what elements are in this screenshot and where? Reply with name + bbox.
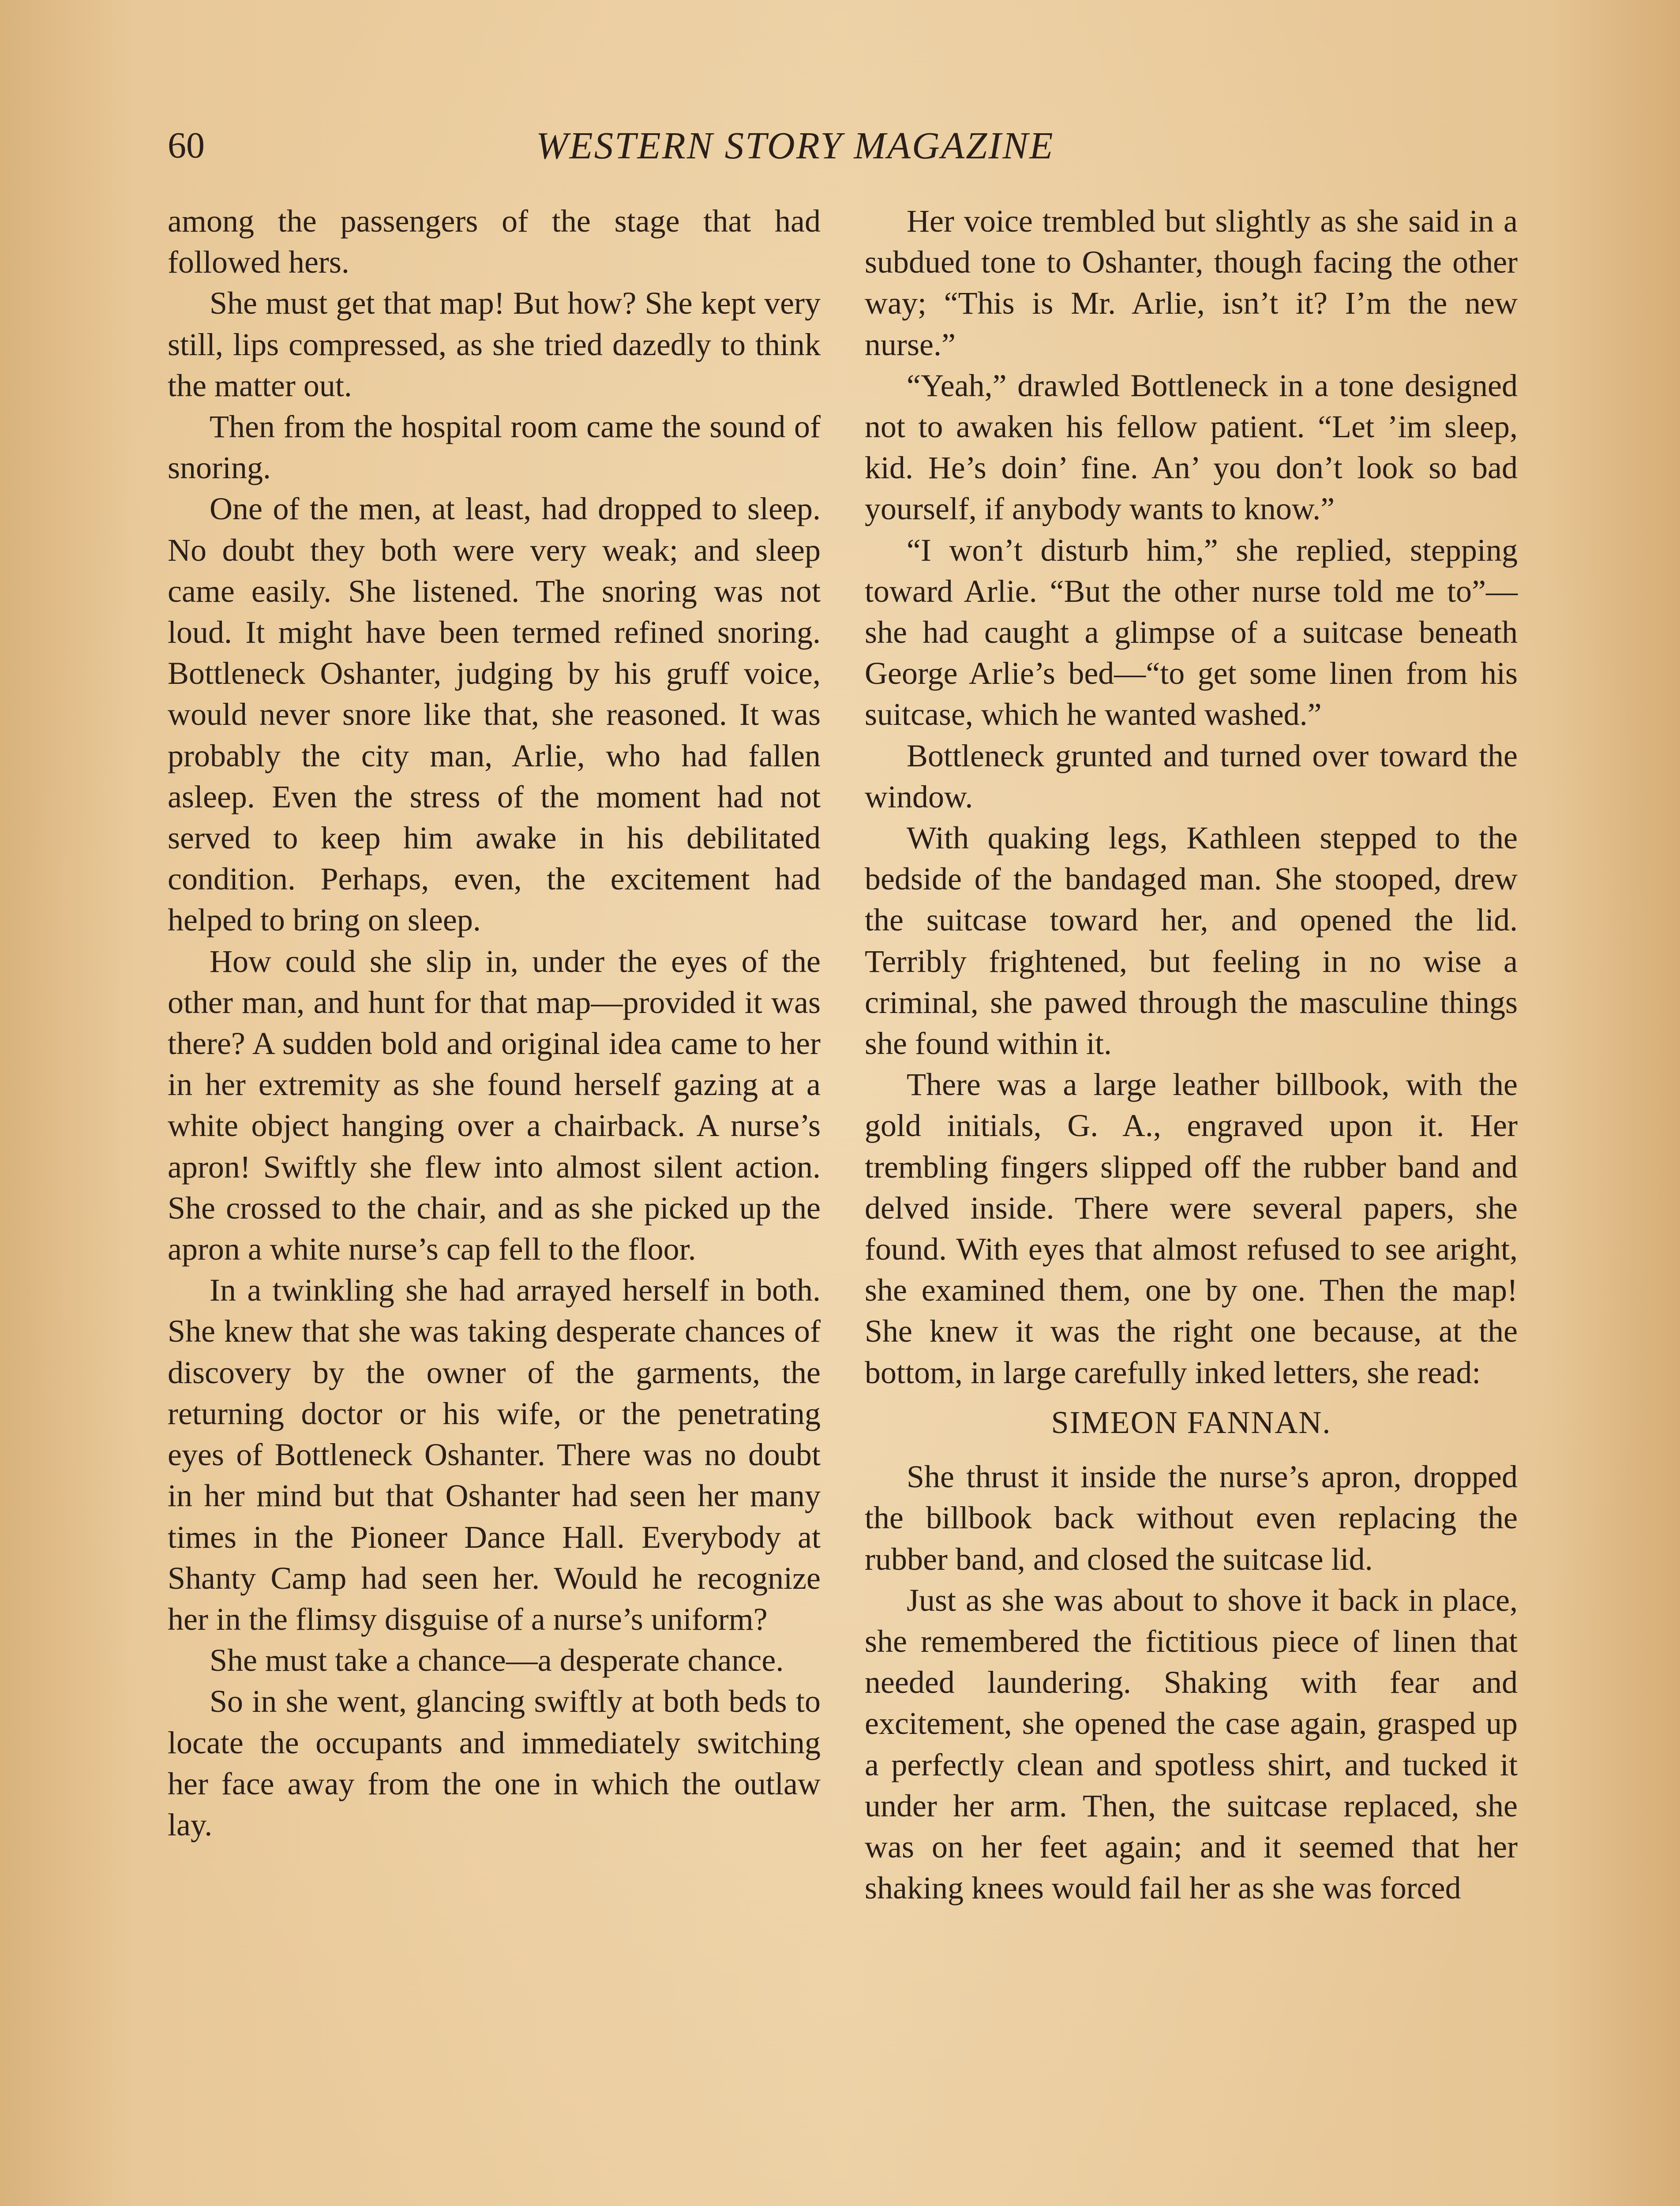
page-header — [168, 119, 1182, 172]
paragraph: She thrust it inside the nurse’s apron, dropped the billbook back without even replacing the rubber band, and closed the suitcase lid. — [865, 1459, 1518, 1577]
paragraph: Just as she was about to shove it back in place, she remembered the fictitious piece of linen that needed laundering. Shaking with fear and excitement, she opened the case again, grasped up a perfectly clean and spotless shirt, and tucked it under her arm. Then, the suitcase replaced, she was on her feet again; and it seemed that her shaking knees would fail her as she was forced — [865, 1582, 1518, 1906]
paragraph: “I won’t disturb him,” she replied, stepping toward Arlie. “But the other nurse told me to”—she had caught a glimpse of a suitcase beneath George Arlie’s bed—“to get some linen from his suitcase, which he wanted washed.” — [865, 532, 1518, 732]
map-inscription: SIMEON FANNAN. — [1051, 1404, 1331, 1440]
paragraph: She must take a chance—a desperate chance. — [210, 1643, 784, 1678]
paragraph: How could she slip in, under the eyes of the other man, and hunt for that map—provided it was there? A sudden bold and original idea came to her in her extremity as she found herself gazing at a white object hanging over a chairback. A nurse’s apron! Swiftly she flew into almost silent action. She crossed to the chair, and as she picked up the apron a white nurse’s cap fell to the floor. — [168, 943, 821, 1267]
paragraph: She must get that map! But how? She kept very still, lips compressed, as she tried dazedly to think the matter out. — [168, 285, 821, 403]
paragraph: among the passengers of the stage that had followed hers. — [168, 203, 821, 280]
page-number: 60 — [168, 125, 205, 166]
paragraph: With quaking legs, Kathleen stepped to the bedside of the bandaged man. She stooped, drew the suitcase toward her, and opened the lid. Terribly frightened, but feeling in no wise a criminal, she pawed through the masculine things she found within it. — [865, 820, 1518, 1062]
paragraph: There was a large leather billbook, with the gold initials, G. A., engraved upon it. Her trembling fingers slipped off the rubber band and delved inside. There were several papers, she found. With eyes that almost refused to see aright, she examined them, one by one. Then the map! She knew it was the right one because, at the bottom, in large carefully inked letters, she read: — [865, 1067, 1518, 1390]
paragraph: “Yeah,” drawled Bottleneck in a tone designed not to awaken his fellow patient. “Let ’im sleep, kid. He’s doin’ fine. An’ you don’t look so bad yourself, if anybody wants to know.” — [865, 368, 1518, 527]
paragraph: So in she went, glancing swiftly at both beds to locate the occupants and immediately switching her face away from the one in which the outlaw lay. — [168, 1684, 821, 1842]
paragraph: Her voice trembled but slightly as she said in a subdued tone to Oshanter, though facing the other way; “This is Mr. Arlie, isn’t it? I’m the new nurse.” — [865, 203, 1518, 362]
paragraph: In a twinkling she had arrayed herself in both. She knew that she was taking desperate chances of discovery by the owner of the garments, the returning doctor or his wife, or the penetrating eyes of Bottleneck Oshanter. There was no doubt in her mind but that Oshanter had seen her many times in the Pioneer Dance Hall. Everybody at Shanty Camp had seen her. Would he recognize her in the flimsy disguise of a nurse’s uniform? — [168, 1272, 821, 1637]
magazine-title: WESTERN STORY MAGAZINE — [536, 124, 1054, 167]
text-column-right — [865, 201, 1518, 1909]
text-column-left — [168, 201, 821, 1846]
paragraph: Then from the hospital room came the sound of snoring. — [168, 409, 821, 486]
paragraph: Bottleneck grunted and turned over toward the window. — [865, 738, 1518, 814]
paragraph: One of the men, at least, had dropped to sleep. No doubt they both were very weak; and sleep came easily. She listened. The snoring was not loud. It might have been termed refined snoring. Bottleneck Oshanter, judging by his gruff voice, would never snore like that, she reasoned. It was probably the city man, Arlie, who had fallen asleep. Even the stress of the moment had not served to keep him awake in his debilitated condition. Perhaps, even, the excitement had helped to bring on sleep. — [168, 491, 821, 938]
